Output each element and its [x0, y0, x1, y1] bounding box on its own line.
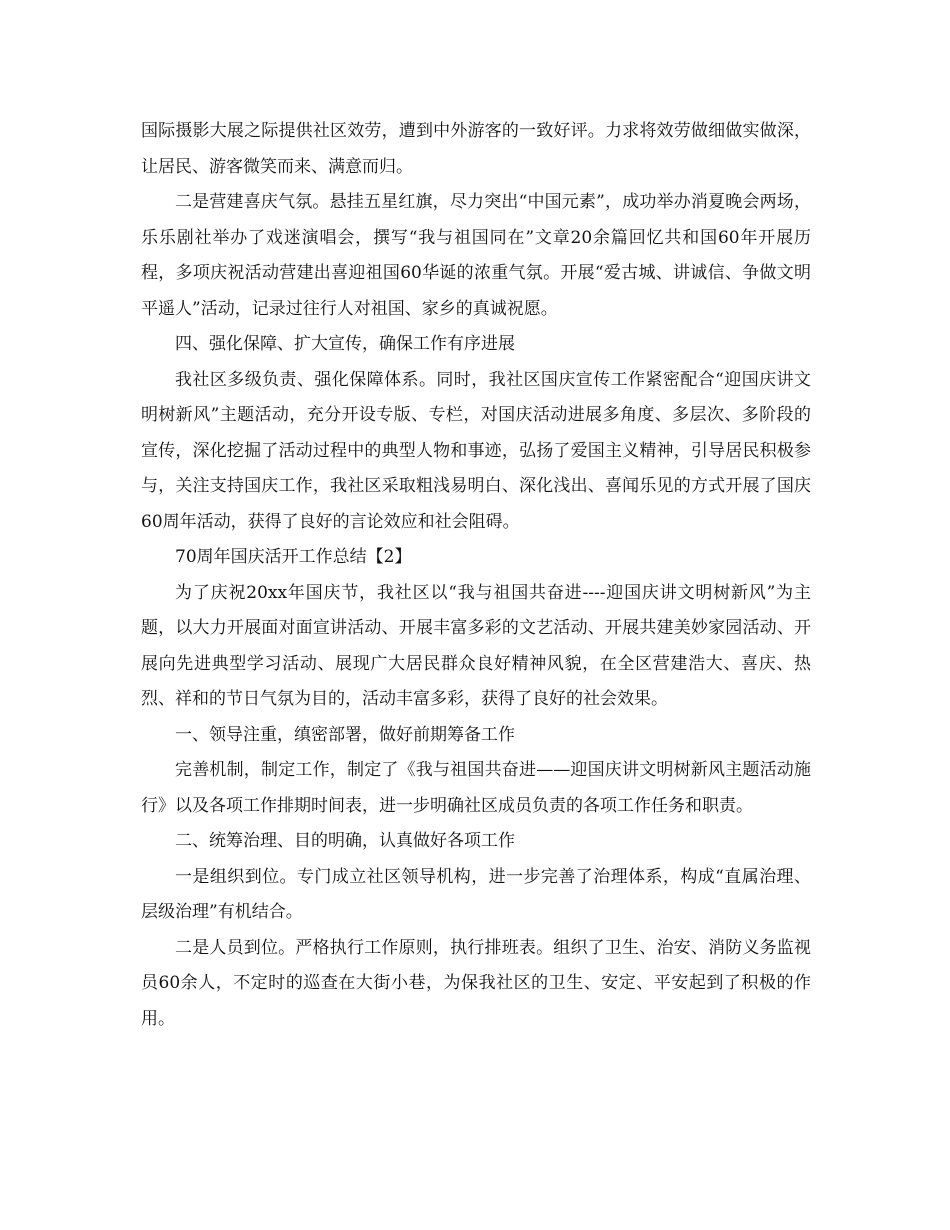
- article-title: 70周年国庆活开工作总结【2】: [175, 547, 412, 567]
- paragraph: 我社区多级负责、强化保障体系。同时，我社区国庆宣传工作紧密配合“迎国庆讲文明树新风”主题活动，充分开设专版、专栏，对国庆活动进展多角度、多层次、多阶段的宣传，深化挖掘了活动过程中的典型人物和事迹，弘扬了爱国主义精神，引导居民积极参与，关注支持国庆工作，我社区采取粗浅易明白、深化浅出、喜闻乐见的方式开展了国庆60周年活动，获得了良好的言论效应和社会阻碍。: [141, 369, 811, 532]
- document-body: [141, 114, 811, 1037]
- section-heading: 四、强化保障、扩大宣传，确保工作有序进展: [175, 334, 515, 354]
- paragraph: 二是人员到位。严格执行工作原则，执行排班表。组织了卫生、治安、消防义务监视员60余人，不定时的巡查在大街小巷，为保我社区的卫生、安定、平安起到了积极的作用。: [141, 937, 811, 1029]
- section-heading: 二、统筹治理、目的明确，认真做好各项工作: [175, 831, 515, 851]
- paragraph: 完善机制，制定工作，制定了《我与祖国共奋进——迎国庆讲文明树新风主题活动施行》以及各项工作排期时间表，进一步明确社区成员负责的各项工作任务和职责。: [141, 760, 811, 816]
- section-heading: 一、领导注重，缜密部署，做好前期筹备工作: [175, 724, 515, 745]
- paragraph: 国际摄影大展之际提供社区效劳，遭到中外游客的一致好评。力求将效劳做细做实做深，让居民、游客微笑而来、满意而归。: [141, 121, 811, 177]
- paragraph: 二是营建喜庆气氛。悬挂五星红旗，尽力突出“中国元素”，成功举办消夏晚会两场，乐乐剧社举办了戏迷演唱会，撰写“我与祖国同在”文章20余篇回忆共和国60年开展历程，多项庆祝活动营建出喜迎祖国60华诞的浓重气氛。开展“爱古城、讲诚信、争做文明平遥人”活动，记录过往行人对祖国、家乡的真诚祝愿。: [141, 192, 811, 319]
- paragraph: 一是组织到位。专门成立社区领导机构，进一步完善了治理体系，构成“直属治理、层级治理”有机结合。: [141, 866, 811, 922]
- paragraph: 为了庆祝20xx年国庆节，我社区以“我与祖国共奋进----迎国庆讲文明树新风”为主题，以大力开展面对面宣讲活动、开展丰富多彩的文艺活动、开展共建美妙家园活动、开展向先进典型学习活动、展现广大居民群众良好精神风貌，在全区营建浩大、喜庆、热烈、祥和的节日气氛为目的，活动丰富多彩，获得了良好的社会效果。: [141, 582, 811, 709]
